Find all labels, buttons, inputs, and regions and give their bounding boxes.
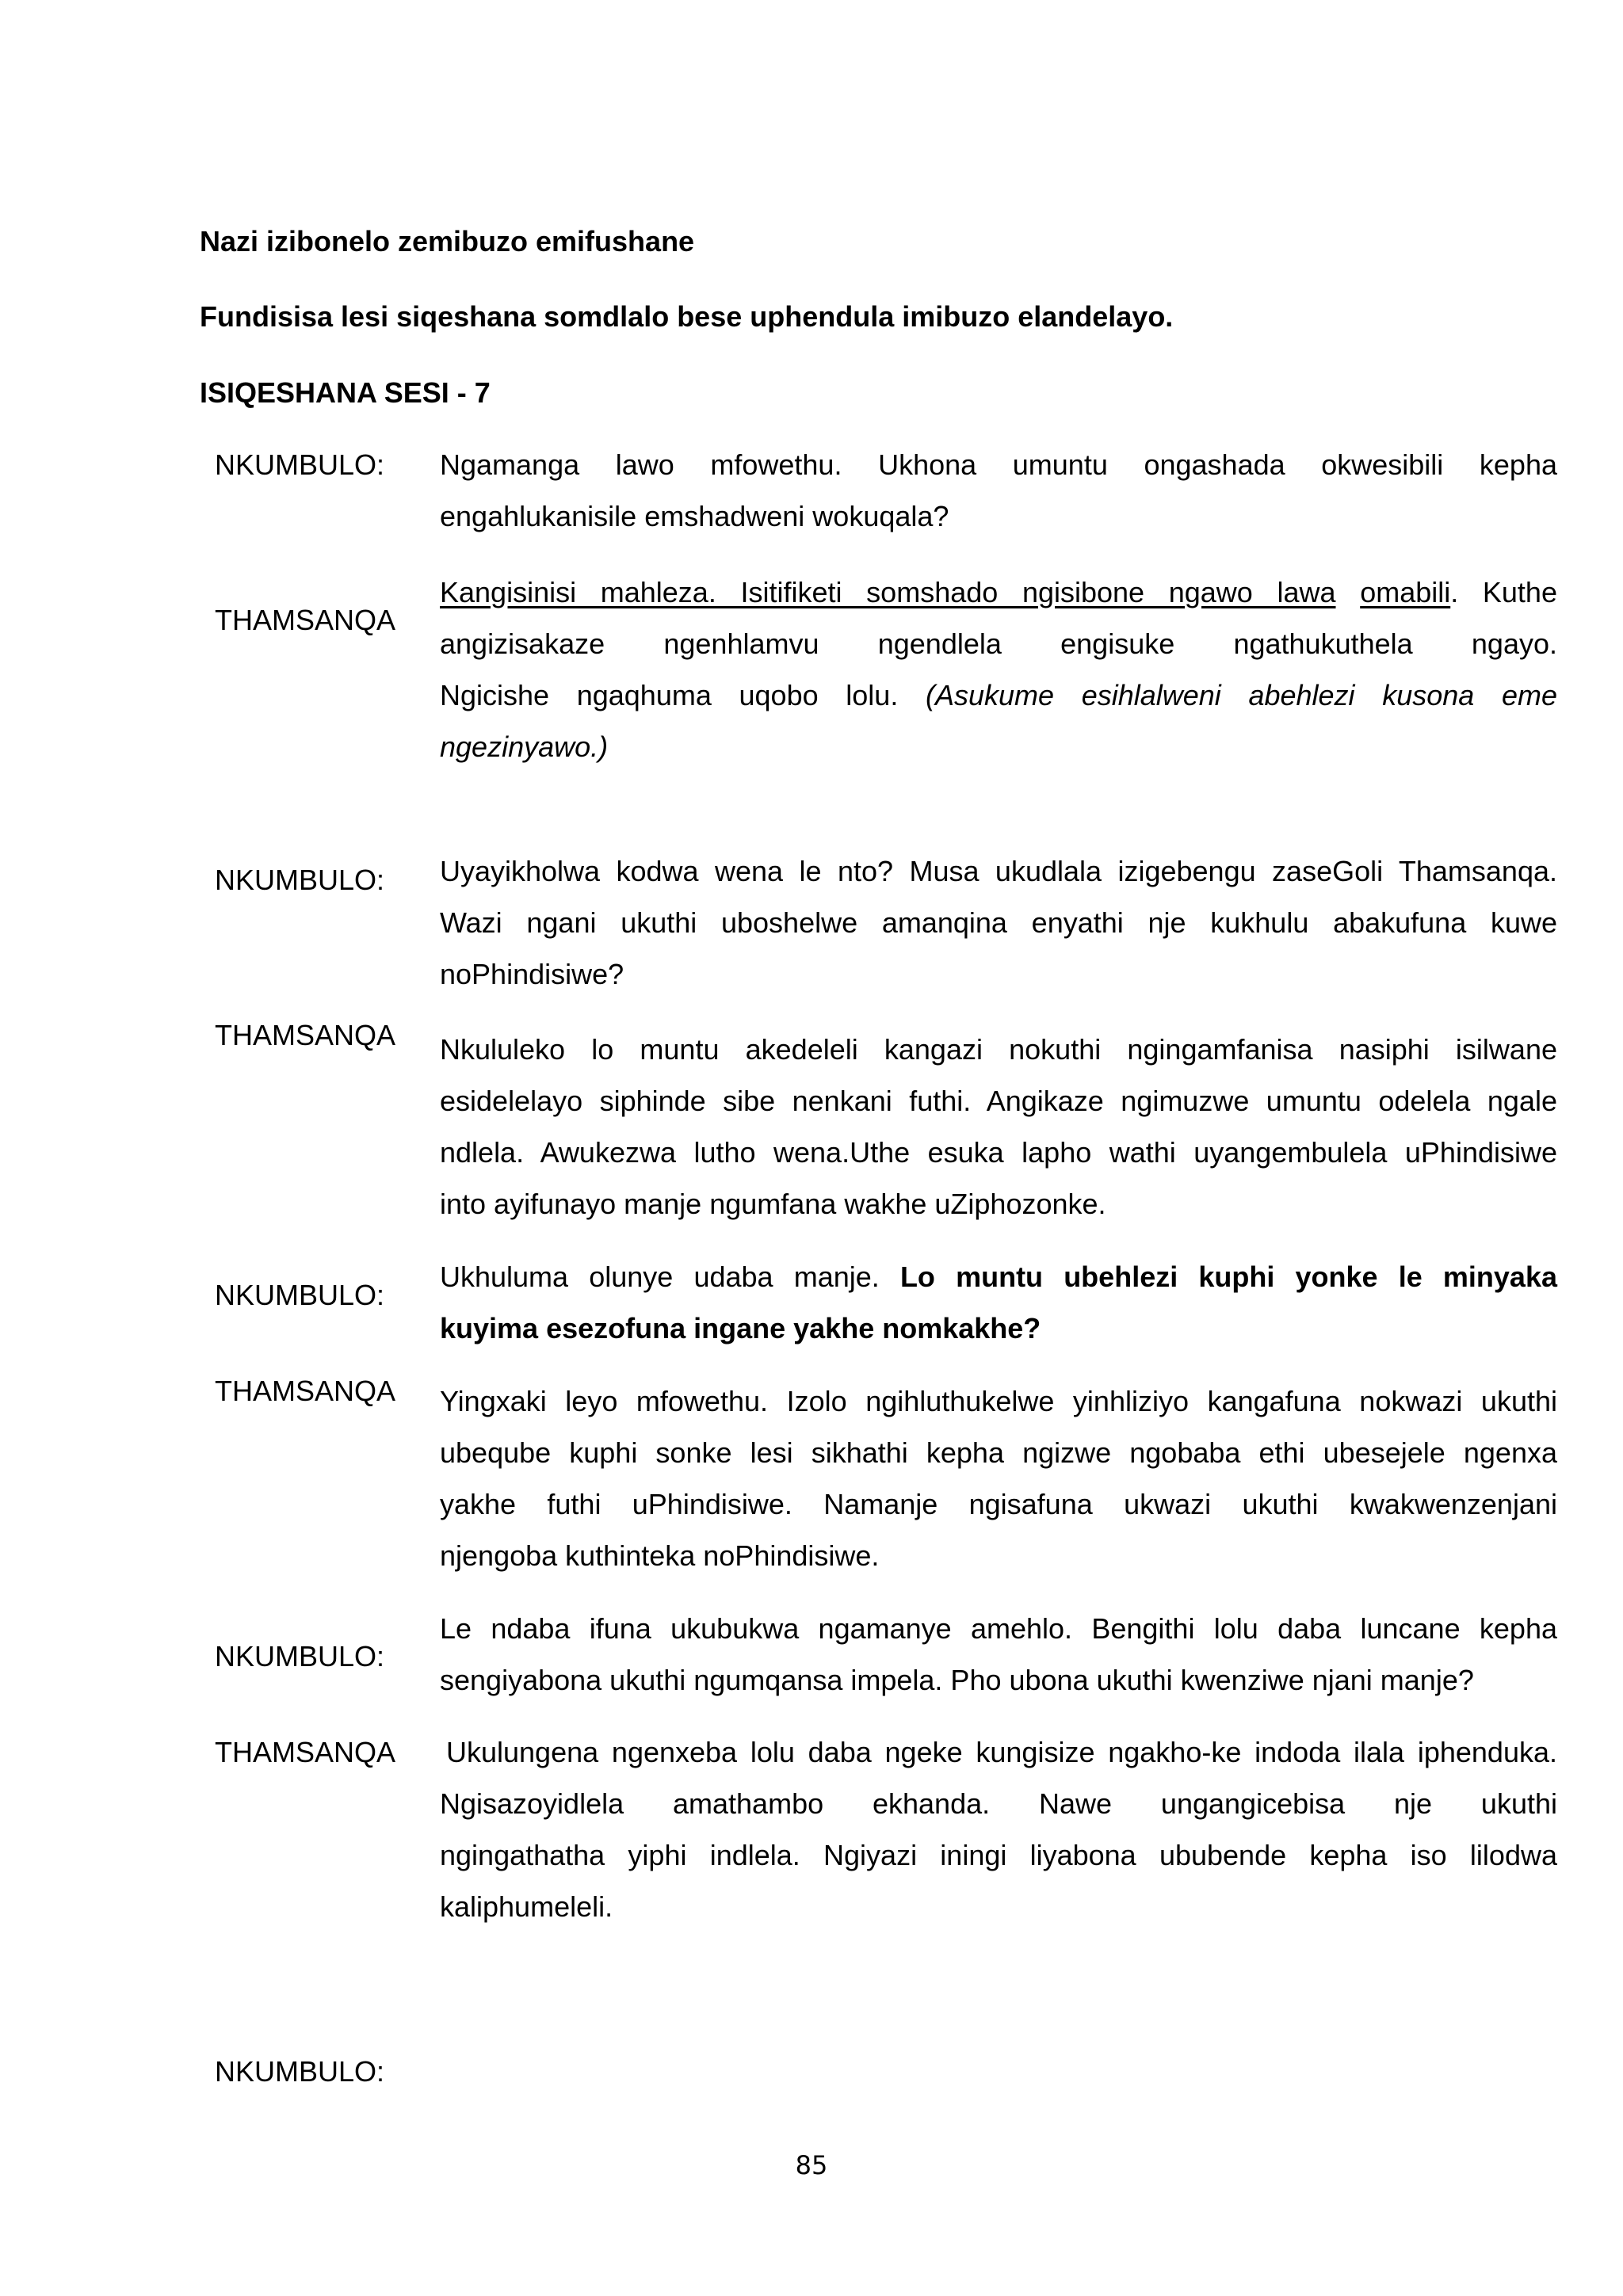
speaker-label: NKUMBULO: (215, 448, 385, 481)
dialogue-line: Wazi ngani ukuthi uboshelwe amanqina enyathi nje kukhulu abakufuna kuwe (440, 906, 1557, 939)
dialogue-line: ngingathatha yiphi indlela. Ngiyazi iningi liyabona ububende kepha iso lilodwa (440, 1839, 1557, 1871)
dialogue-line: yakhe futhi uPhindisiwe. Namanje ngisafuna ukwazi ukuthi kwakwenzenjani (440, 1488, 1557, 1520)
stage-direction: ngezinyawo.) (440, 730, 609, 763)
text-run: Ngicishe ngaqhuma uqobo lolu. (440, 679, 926, 711)
underlined-text: omabili (1360, 576, 1451, 608)
dialogue-line: Ngisazoyidlela amathambo ekhanda. Nawe ungangicebisa nje ukuthi (440, 1787, 1557, 1820)
speaker-label: THAMSANQA (215, 1019, 396, 1051)
speaker-label: NKUMBULO: (215, 2055, 385, 2088)
dialogue-line: ubeqube kuphi sonke lesi sikhathi kepha ngizwe ngobaba ethi ubesejele ngenxa (440, 1436, 1557, 1469)
section-heading: ISIQESHANA SESI - 7 (200, 376, 491, 409)
speaker-label: NKUMBULO: (215, 1640, 385, 1672)
dialogue-line: into ayifunayo manje ngumfana wakhe uZiphozonke. (440, 1188, 1106, 1220)
dialogue-line (440, 575, 1557, 610)
instruction-heading: Fundisisa lesi siqeshana somdlalo bese uphendula imibuzo elandelayo. (200, 300, 1174, 333)
dialogue-line: noPhindisiwe? (440, 958, 624, 990)
dialogue-line: sengiyabona ukuthi ngumqansa impela. Pho ubona ukuthi kwenziwe njani manje? (440, 1664, 1474, 1696)
dialogue-line: engahlukanisile emshadweni wokuqala? (440, 500, 949, 532)
speaker-label: THAMSANQA (215, 1736, 396, 1768)
intro-heading: Nazi izibonelo zemibuzo emifushane (200, 225, 695, 257)
page-number: 85 (795, 2150, 828, 2180)
speaker-label: THAMSANQA (215, 604, 396, 636)
dialogue-line: Ukulungena ngenxeba lolu daba ngeke kungisize ngakho-ke indoda ilala iphenduka. (446, 1736, 1557, 1768)
speaker-label: NKUMBULO: (215, 864, 385, 896)
dialogue-line: Yingxaki leyo mfowethu. Izolo ngihluthukelwe yinhliziyo kangafuna nokwazi ukuthi (440, 1385, 1557, 1417)
speaker-label: NKUMBULO: (215, 1279, 385, 1311)
dialogue-line: Ngamanga lawo mfowethu. Ukhona umuntu ongashada okwesibili kepha (440, 448, 1557, 481)
dialogue-line: kaliphumeleli. (440, 1890, 613, 1923)
dialogue-line: angizisakaze ngenhlamvu ngendlela engisuke ngathukuthela ngayo. (440, 627, 1557, 660)
dialogue-line: ndlela. Awukezwa lutho wena.Uthe esuka lapho wathi uyangembulela uPhindisiwe (440, 1136, 1557, 1169)
text-run: Ukhuluma olunye udaba manje. (440, 1261, 900, 1293)
dialogue-line: esidelelayo siphinde sibe nenkani futhi. Angikaze ngimuzwe umuntu odelela ngale (440, 1085, 1557, 1117)
dialogue-line (440, 678, 1557, 713)
question-text: kuyima esezofuna ingane yakhe nomkakhe? (440, 1312, 1041, 1344)
dialogue-line: njengoba kuthinteka noPhindisiwe. (440, 1539, 880, 1572)
dialogue-line: Uyayikholwa kodwa wena le nto? Musa ukudlala izigebengu zaseGoli Thamsanqa. (440, 855, 1557, 887)
text-run: . Kuthe (1450, 576, 1557, 608)
question-text: Lo muntu ubehlezi kuphi yonke le minyaka (899, 1261, 1557, 1293)
underlined-text: Kangisinisi mahleza. Isitifiketi somshado ngisibone ngawo lawa (440, 576, 1336, 608)
stage-direction: (Asukume esihlalweni abehlezi kusona eme (925, 679, 1557, 711)
dialogue-line (440, 1260, 1557, 1295)
dialogue-line: Le ndaba ifuna ukubukwa ngamanye amehlo. Bengithi lolu daba luncane kepha (440, 1612, 1557, 1645)
dialogue-line: Nkululeko lo muntu akedeleli kangazi nokuthi ngingamfanisa nasiphi isilwane (440, 1033, 1557, 1066)
speaker-label: THAMSANQA (215, 1375, 396, 1407)
